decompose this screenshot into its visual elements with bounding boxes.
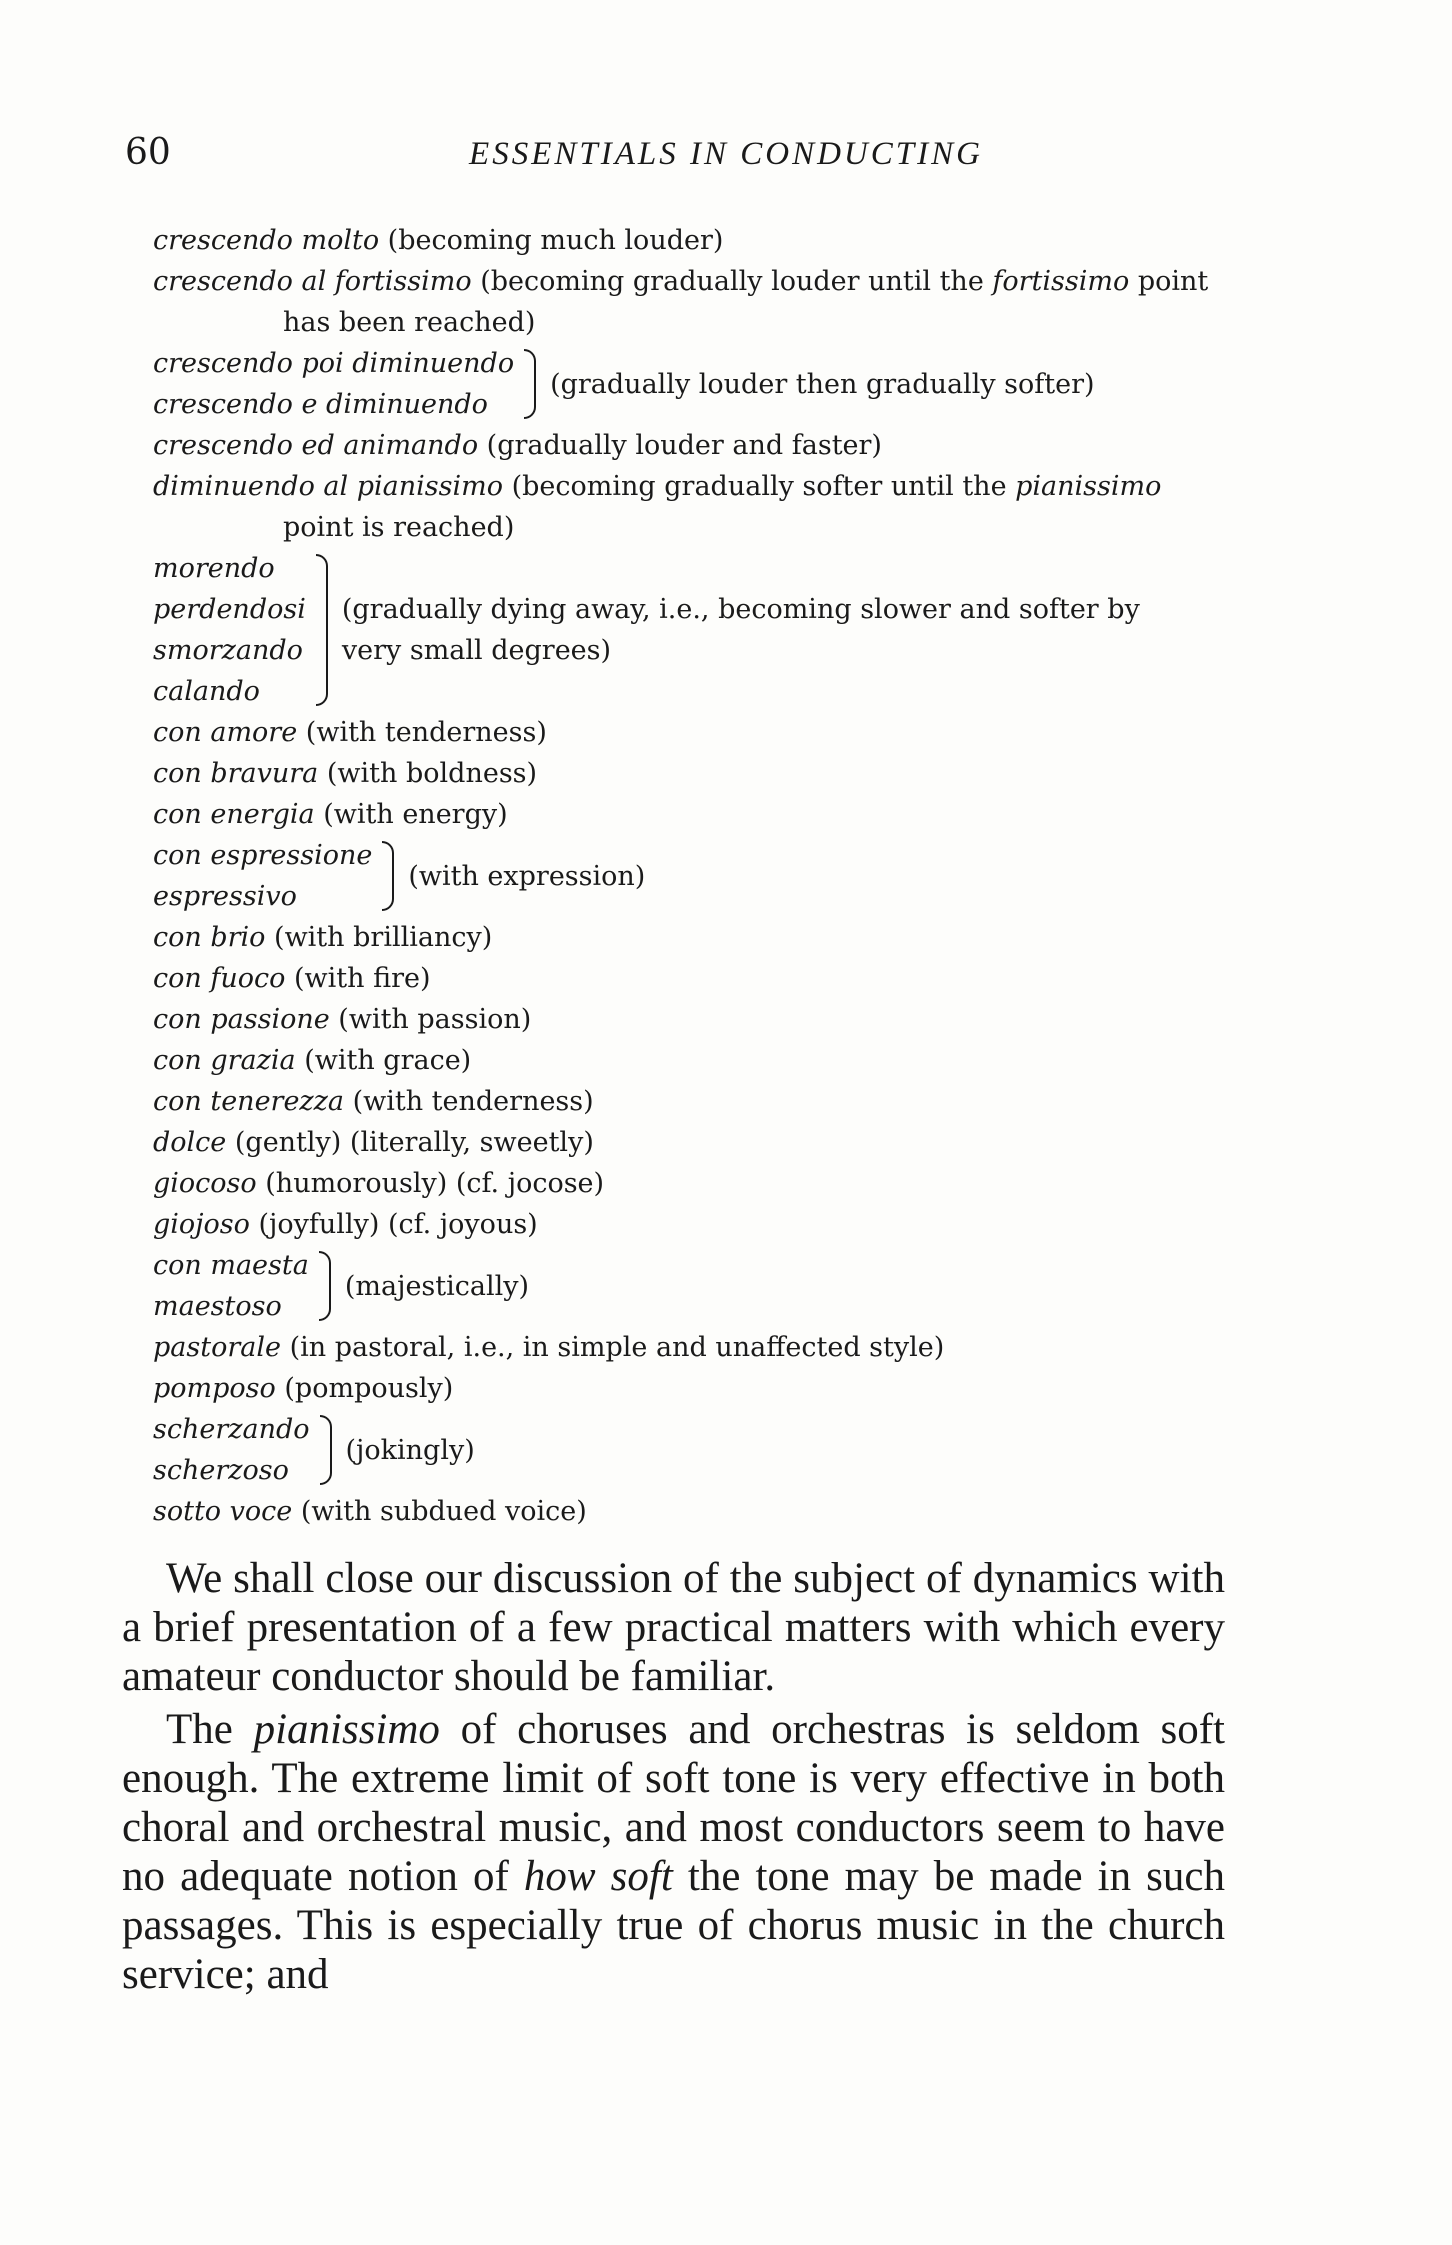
entry-term: giojoso [153, 1209, 250, 1240]
right-brace [316, 554, 328, 706]
group-gloss [550, 364, 1094, 405]
group-terms [153, 1409, 310, 1491]
entry-term: pastorale [153, 1332, 281, 1363]
entry-gloss: (with subdued voice) [300, 1496, 587, 1527]
entry-gloss: (joyfully) (cf. joyous) [258, 1209, 538, 1240]
glossary-entry [153, 1122, 1233, 1163]
entry-gloss-continued: point is reached) [283, 512, 515, 543]
entry-gloss: (humorously) (cf. jocose) [265, 1168, 605, 1199]
entry-term: con energia [153, 799, 315, 830]
text-run: of choruses and orchestras is seldom soft enough. The extreme limit of soft tone is very effective in both choral and orchestral music, and most conductors seem to have no adequate notion of [122, 1706, 1225, 1900]
entry-gloss: very small degrees) [341, 635, 612, 666]
glossary-entry [153, 917, 1233, 958]
glossary-entry [153, 1491, 1233, 1532]
entry-term: con grazia [153, 1045, 296, 1076]
glossary-entry [153, 466, 1233, 548]
glossary-entry [153, 794, 1233, 835]
entry-term: espressivo [153, 881, 297, 912]
entry-gloss: (with brilliancy) [274, 922, 493, 953]
glossary-entry [153, 999, 1233, 1040]
entry-gloss: (in pastoral, i.e., in simple and unaffected style) [289, 1332, 945, 1363]
glossary-entry-group [153, 548, 1233, 712]
entry-gloss: (gradually louder and faster) [486, 430, 882, 461]
entry-term: con fuoco [153, 963, 286, 994]
entry-term: crescendo poi diminuendo [153, 348, 515, 379]
entry-gloss: (jokingly) [345, 1434, 475, 1466]
glossary-entry [153, 1368, 1233, 1409]
text-run: the tone may be made in such passages. This is especially true of chorus music in the church service; and [122, 1853, 1225, 1998]
glossary-entry [153, 220, 1233, 261]
glossary-entry-group [153, 835, 1233, 917]
glossary-entry [153, 712, 1233, 753]
entry-term: crescendo ed animando [153, 430, 479, 461]
entry-gloss: (with expression) [408, 860, 646, 892]
entry-gloss: (with boldness) [326, 758, 538, 789]
entry-term: calando [153, 676, 260, 707]
entry-gloss-after: point [1137, 266, 1209, 297]
glossary-entry [153, 1081, 1233, 1122]
entry-gloss: (with passion) [338, 1004, 532, 1035]
entry-term: con bravura [153, 758, 319, 789]
page-number: 60 [125, 132, 171, 173]
glossary-entry [153, 1204, 1233, 1245]
glossary-entry [153, 958, 1233, 999]
page-header [125, 132, 1327, 182]
group-terms [153, 835, 372, 917]
entry-term: crescendo e diminuendo [153, 389, 488, 420]
entry-term: dolce [153, 1127, 227, 1158]
entry-gloss: (becoming gradually softer until the [511, 471, 1007, 502]
glossary-entry [153, 1327, 1233, 1368]
entry-gloss: (with fire) [293, 963, 431, 994]
glossary-entry [153, 753, 1233, 794]
entry-term: perdendosi [153, 594, 306, 625]
right-brace [524, 349, 536, 419]
emphasis: how soft [523, 1853, 673, 1900]
glossary-entry [153, 261, 1233, 343]
entry-gloss-continued: has been reached) [283, 307, 536, 338]
entry-term: con passione [153, 1004, 330, 1035]
glossary-entry-group [153, 1409, 1233, 1491]
group-gloss [342, 589, 1140, 671]
group-terms [153, 343, 514, 425]
term-glossary [153, 220, 1233, 1532]
entry-term: scherzoso [153, 1455, 289, 1486]
group-gloss [346, 1430, 475, 1471]
glossary-entry-group [153, 1245, 1233, 1327]
entry-term: giocoso [153, 1168, 257, 1199]
paragraph [122, 1554, 1225, 1701]
entry-term: pomposo [153, 1373, 276, 1404]
entry-gloss: (with tenderness) [352, 1086, 594, 1117]
entry-term: crescendo al fortissimo [153, 266, 472, 297]
group-gloss [408, 856, 645, 897]
entry-term: con maesta [153, 1250, 309, 1281]
text-run: The [166, 1706, 254, 1753]
text-run: We shall close our discussion of the subject of dynamics with a brief presentation of a few practical matters with which every amateur conductor should be familiar. [122, 1555, 1225, 1700]
entry-gloss: (with tenderness) [305, 717, 547, 748]
group-terms [153, 1245, 309, 1327]
running-head: ESSENTIALS IN CONDUCTING [469, 136, 983, 172]
entry-gloss: (becoming gradually louder until the [480, 266, 984, 297]
right-brace [382, 841, 394, 911]
entry-gloss: (gradually dying away, i.e., becoming slower and softer by [341, 594, 1140, 625]
entry-gloss: (with energy) [323, 799, 508, 830]
entry-term: scherzando [153, 1414, 310, 1445]
entry-term: con tenerezza [153, 1086, 344, 1117]
emphasis: pianissimo [253, 1706, 440, 1753]
entry-term: con espressione [153, 840, 373, 871]
entry-gloss: (gradually louder then gradually softer) [550, 368, 1095, 400]
entry-term: maestoso [153, 1291, 282, 1322]
entry-gloss-term: fortissimo [992, 266, 1130, 297]
glossary-entry-group [153, 343, 1233, 425]
entry-term: sotto voce [153, 1496, 293, 1527]
right-brace [320, 1415, 332, 1485]
body-text [122, 1554, 1225, 1999]
entry-gloss: (majestically) [344, 1270, 530, 1302]
right-brace [319, 1251, 331, 1321]
entry-term: morendo [153, 553, 275, 584]
group-gloss [345, 1266, 529, 1307]
entry-term: crescendo molto [153, 225, 380, 256]
entry-gloss: (becoming much louder) [387, 225, 724, 256]
entry-gloss: (pompously) [284, 1373, 454, 1404]
glossary-entry [153, 1163, 1233, 1204]
group-terms [153, 548, 306, 712]
glossary-entry [153, 1040, 1233, 1081]
entry-term: diminuendo al pianissimo [153, 471, 503, 502]
entry-term: smorzando [153, 635, 303, 666]
glossary-entry [153, 425, 1233, 466]
entry-gloss-term: pianissimo [1015, 471, 1162, 502]
entry-gloss: (with grace) [304, 1045, 472, 1076]
entry-gloss: (gently) (literally, sweetly) [234, 1127, 594, 1158]
paragraph [122, 1705, 1225, 1999]
entry-term: con amore [153, 717, 298, 748]
entry-term: con brio [153, 922, 266, 953]
